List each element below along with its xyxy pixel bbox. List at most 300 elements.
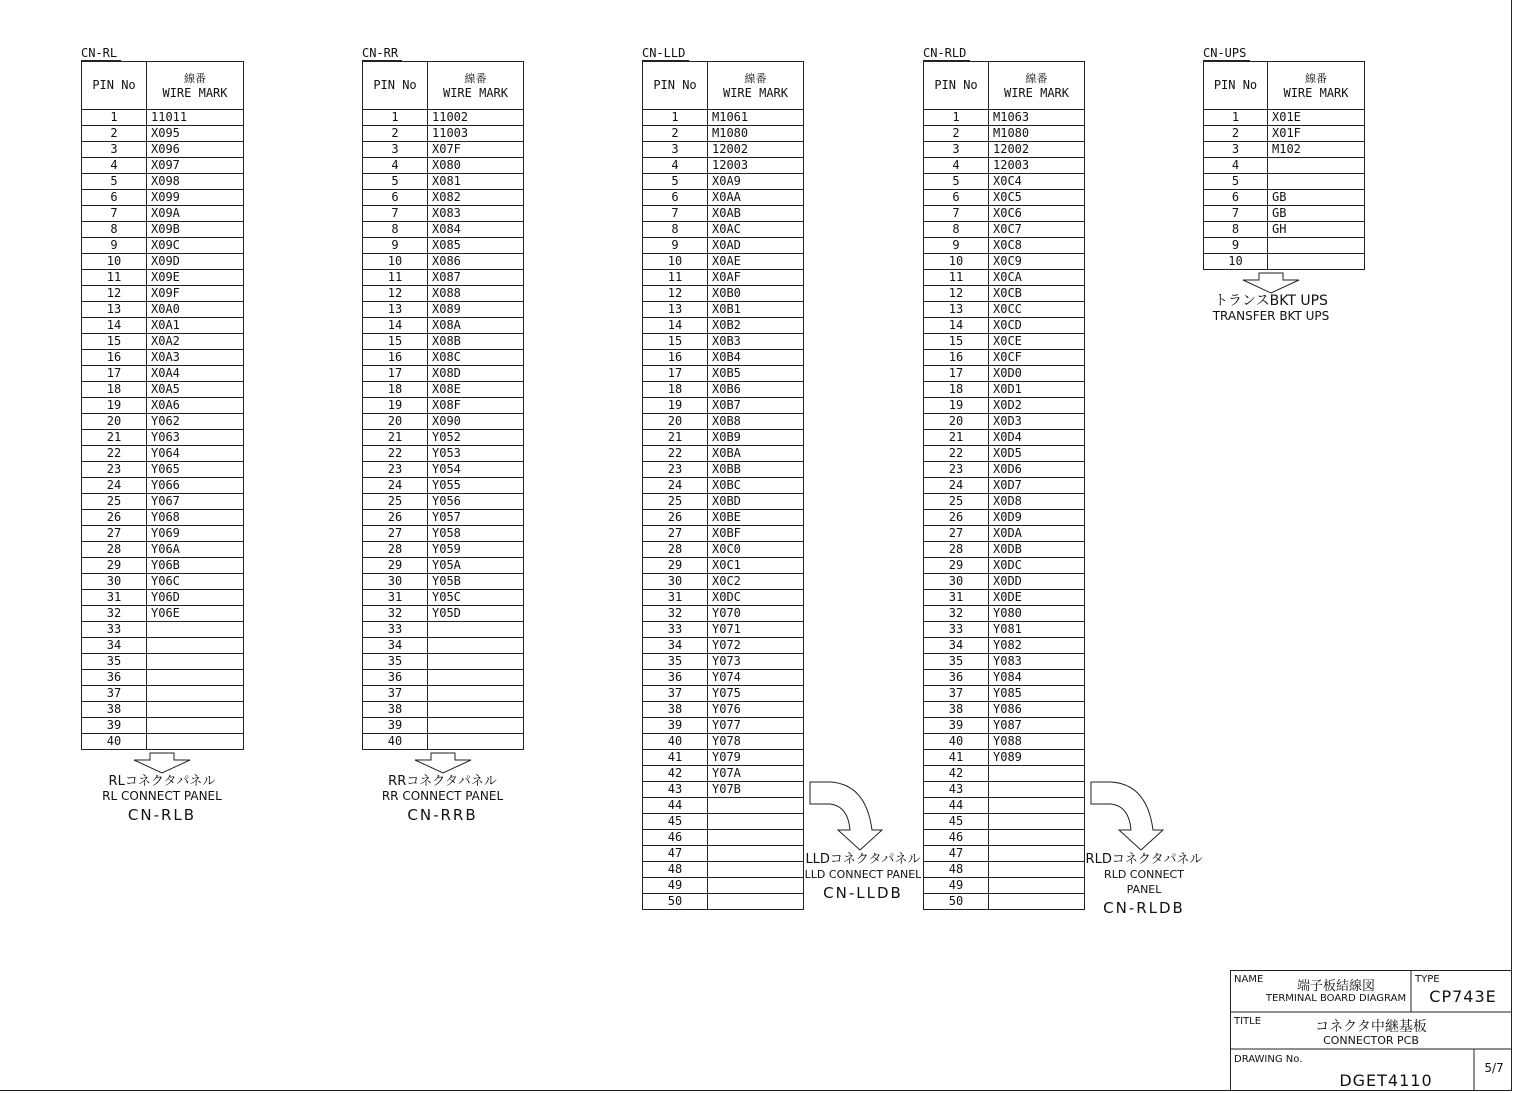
table-row [82,254,244,270]
table-row [924,894,1085,910]
pin-number: 28 [82,542,147,558]
pin-number: 22 [363,446,428,462]
pin-number: 4 [643,158,708,174]
table-row [363,270,524,286]
pin-number: 2 [363,126,428,142]
title-jp: コネクタ中継基板 [1315,1019,1427,1035]
pin-number: 33 [82,622,147,638]
table-row [82,494,244,510]
table-row [82,350,244,366]
table-row [924,782,1085,798]
table-row [643,830,804,846]
wire-mark: X0D6 [989,462,1085,478]
table-row [643,654,804,670]
table-row [363,718,524,734]
table-row [924,718,1085,734]
wire-mark: Y06D [147,590,244,606]
wire-mark: X0DD [989,574,1085,590]
wire-mark: X0AC [708,222,804,238]
table-row [924,158,1085,174]
wire-mark: Y052 [428,430,524,446]
pin-number: 3 [82,142,147,158]
wire-mark: X0AB [708,206,804,222]
table-row [82,318,244,334]
pin-number: 46 [643,830,708,846]
table-row [924,206,1085,222]
table-row [643,862,804,878]
wire-mark [428,718,524,734]
down-arrow-icon [130,752,194,774]
pin-number: 13 [363,302,428,318]
pin-number: 33 [363,622,428,638]
wire-mark: X08D [428,366,524,382]
wire-mark: X0B1 [708,302,804,318]
table-row [363,110,524,126]
table-row [363,494,524,510]
pin-number: 49 [924,878,989,894]
pin-number: 7 [1204,206,1268,222]
pin-number: 23 [82,462,147,478]
pin-number: 45 [924,814,989,830]
panel-lld [804,780,922,904]
table-row [82,622,244,638]
connector-label: CN-UPS [1203,46,1250,61]
pin-number: 24 [643,478,708,494]
table-row [82,110,244,126]
wire-mark: X0C1 [708,558,804,574]
pin-number: 46 [924,830,989,846]
table-row [82,302,244,318]
table-row [643,190,804,206]
wire-mark: X0CC [989,302,1085,318]
table-row [363,398,524,414]
wire-mark: X0D4 [989,430,1085,446]
wire-mark: X0A5 [147,382,244,398]
wire-mark: X0C5 [989,190,1085,206]
wire-mark: Y070 [708,606,804,622]
pin-number: 19 [82,398,147,414]
pin-table [642,61,804,910]
table-row [1204,110,1365,126]
wire-mark: Y087 [989,718,1085,734]
table-row [363,446,524,462]
table-row [82,734,244,750]
table-row [1204,174,1365,190]
table-row [643,350,804,366]
table-row [363,558,524,574]
pin-number: 16 [643,350,708,366]
table-row [82,222,244,238]
pin-number: 20 [924,414,989,430]
panel-label-en: RL CONNECT PANEL [102,789,222,803]
table-row [363,174,524,190]
header-pin-no: PIN No [1204,62,1268,110]
panel-connector: CN-LLDB [823,884,903,902]
table-row [643,558,804,574]
table-row [82,158,244,174]
pin-number: 13 [643,302,708,318]
table-row [363,302,524,318]
pin-number: 49 [643,878,708,894]
table-row [643,254,804,270]
table-row [82,142,244,158]
wire-mark: X0B9 [708,430,804,446]
wire-mark [428,638,524,654]
table-row [82,718,244,734]
panel-label-en: TRANSFER BKT UPS [1212,309,1330,323]
pin-number: 23 [643,462,708,478]
pin-number: 44 [643,798,708,814]
wire-mark [708,862,804,878]
wire-mark: X082 [428,190,524,206]
wire-mark: Y085 [989,686,1085,702]
pin-number: 8 [643,222,708,238]
table-row [643,222,804,238]
wire-mark: X084 [428,222,524,238]
wire-mark [147,702,244,718]
wire-mark: M1080 [989,126,1085,142]
pin-number: 1 [924,110,989,126]
wire-mark: X0DC [989,558,1085,574]
pin-number: 44 [924,798,989,814]
table-row [363,254,524,270]
wire-mark: X08B [428,334,524,350]
curved-arrow-icon [808,780,898,852]
panel-label-jp: RLDコネクタパネル [1085,852,1203,867]
table-row [82,686,244,702]
table-row [643,382,804,398]
pin-number: 35 [924,654,989,670]
wire-mark: X0A6 [147,398,244,414]
wire-mark: X0D9 [989,510,1085,526]
wire-mark [989,798,1085,814]
pin-number: 11 [924,270,989,286]
pin-number: 43 [643,782,708,798]
table-row [643,142,804,158]
wire-mark [147,670,244,686]
pin-number: 7 [643,206,708,222]
name-jp: 端子板結線図 [1296,979,1375,994]
pin-number: 8 [1204,222,1268,238]
wire-mark: Y06E [147,606,244,622]
pin-number: 40 [924,734,989,750]
wire-mark: GH [1268,222,1365,238]
wire-mark: X0CD [989,318,1085,334]
pin-number: 32 [82,606,147,622]
wire-mark: Y081 [989,622,1085,638]
table-row [363,238,524,254]
wire-mark: X095 [147,126,244,142]
type-label: TYPE [1415,974,1440,985]
table-row [924,462,1085,478]
panel-label-jp: LLDコネクタパネル [805,852,921,867]
wire-mark: 11011 [147,110,244,126]
table-row [643,158,804,174]
pin-number: 5 [1204,174,1268,190]
pin-number: 18 [82,382,147,398]
pin-number: 39 [82,718,147,734]
table-row [924,270,1085,286]
connector-cn-rl [81,42,244,750]
wire-mark: X0D1 [989,382,1085,398]
wire-mark: Y05C [428,590,524,606]
table-row [643,702,804,718]
table-row [363,462,524,478]
pin-number: 5 [924,174,989,190]
wire-mark: X0AA [708,190,804,206]
table-row [924,430,1085,446]
pin-number: 30 [643,574,708,590]
table-row [643,318,804,334]
wire-mark: 11003 [428,126,524,142]
pin-number: 25 [924,494,989,510]
pin-number: 3 [363,142,428,158]
header-wire-mark: 線番 WIRE MARK [1268,62,1365,110]
table-row [82,638,244,654]
curved-arrow-icon [1089,780,1179,852]
table-row [924,574,1085,590]
pin-number: 29 [924,558,989,574]
pin-number: 23 [924,462,989,478]
table-row [643,238,804,254]
pin-number: 47 [643,846,708,862]
wire-mark [147,622,244,638]
table-row [643,398,804,414]
wire-mark: X0A1 [147,318,244,334]
wire-mark: X0C0 [708,542,804,558]
table-row [924,366,1085,382]
pin-number: 10 [924,254,989,270]
wire-mark: X0A2 [147,334,244,350]
wire-mark: X0D5 [989,446,1085,462]
pin-number: 29 [643,558,708,574]
wire-mark: M1061 [708,110,804,126]
pin-number: 36 [82,670,147,686]
pin-number: 4 [82,158,147,174]
pin-number: 40 [363,734,428,750]
pin-number: 4 [1204,158,1268,174]
pin-number: 42 [924,766,989,782]
pin-number: 26 [363,510,428,526]
wire-mark: Y084 [989,670,1085,686]
wire-mark: X08E [428,382,524,398]
pin-number: 9 [643,238,708,254]
pin-number: 26 [924,510,989,526]
connector-cn-rld [923,42,1085,910]
pin-number: 29 [363,558,428,574]
wire-mark: Y059 [428,542,524,558]
wire-mark [989,846,1085,862]
pin-number: 26 [643,510,708,526]
pin-number: 7 [82,206,147,222]
table-row [643,334,804,350]
wire-mark: Y06C [147,574,244,590]
pin-number: 17 [363,366,428,382]
wire-mark: X0BB [708,462,804,478]
wire-mark [989,766,1085,782]
table-row [363,638,524,654]
table-row [924,334,1085,350]
table-row [643,670,804,686]
wire-mark: Y072 [708,638,804,654]
table-row [924,526,1085,542]
wire-mark [708,894,804,910]
wire-mark: X088 [428,286,524,302]
wire-mark: Y053 [428,446,524,462]
table-row [363,142,524,158]
wire-mark: Y054 [428,462,524,478]
wire-mark [989,878,1085,894]
pin-number: 32 [924,606,989,622]
table-row [82,574,244,590]
pin-number: 16 [924,350,989,366]
panel-connector: CN-RLDB [1103,899,1185,917]
pin-number: 43 [924,782,989,798]
pin-number: 14 [643,318,708,334]
pin-number: 32 [363,606,428,622]
wire-mark: X085 [428,238,524,254]
wire-mark [708,878,804,894]
table-row [1204,158,1365,174]
wire-mark: X0C2 [708,574,804,590]
pin-number: 37 [363,686,428,702]
pin-number: 21 [643,430,708,446]
wire-mark [147,654,244,670]
table-row [82,206,244,222]
table-row [643,494,804,510]
pin-number: 22 [643,446,708,462]
sheet-number: 5/7 [1484,1061,1504,1075]
wire-mark: Y077 [708,718,804,734]
panel-ups [1190,272,1352,324]
wire-mark: X0D0 [989,366,1085,382]
wire-mark: X0AE [708,254,804,270]
pin-number: 35 [363,654,428,670]
table-row [643,542,804,558]
table-row [643,814,804,830]
wire-mark: Y082 [989,638,1085,654]
pin-number: 21 [82,430,147,446]
pin-number: 18 [924,382,989,398]
header-pin-no: PIN No [82,62,147,110]
wire-mark: X0B8 [708,414,804,430]
wire-mark: Y062 [147,414,244,430]
table-row [82,510,244,526]
connector-label: CN-RL [81,46,121,61]
wire-mark: X089 [428,302,524,318]
table-row [643,270,804,286]
pin-number: 11 [82,270,147,286]
pin-number: 19 [363,398,428,414]
table-row [82,270,244,286]
pin-number: 4 [363,158,428,174]
pin-number: 18 [643,382,708,398]
wire-mark: X098 [147,174,244,190]
pin-number: 27 [643,526,708,542]
wire-mark: Y058 [428,526,524,542]
wire-mark [1268,174,1365,190]
table-row [363,366,524,382]
table-row [363,206,524,222]
pin-number: 22 [82,446,147,462]
table-row [363,126,524,142]
wire-mark: Y05A [428,558,524,574]
pin-number: 24 [82,478,147,494]
table-row [924,478,1085,494]
pin-number: 34 [82,638,147,654]
table-row [924,606,1085,622]
pin-number: 12 [643,286,708,302]
pin-number: 41 [924,750,989,766]
wire-mark: Y088 [989,734,1085,750]
table-row [924,830,1085,846]
header-wire-mark: 線番 WIRE MARK [147,62,244,110]
pin-number: 38 [363,702,428,718]
table-row [643,846,804,862]
table-row [82,478,244,494]
wire-mark: Y073 [708,654,804,670]
pin-number: 14 [82,318,147,334]
wire-mark: X08F [428,398,524,414]
pin-table [81,61,244,750]
wire-mark: X0A0 [147,302,244,318]
pin-number: 1 [643,110,708,126]
table-row [924,734,1085,750]
table-row [363,318,524,334]
table-row [1204,206,1365,222]
wire-mark: X09B [147,222,244,238]
pin-number: 33 [643,622,708,638]
wire-mark: Y074 [708,670,804,686]
pin-number: 22 [924,446,989,462]
pin-number: 2 [82,126,147,142]
table-row [82,238,244,254]
wire-mark: Y068 [147,510,244,526]
table-row [363,350,524,366]
wire-mark: X0AF [708,270,804,286]
table-row [924,510,1085,526]
title-en: CONNECTOR PCB [1323,1034,1419,1047]
pin-number: 9 [82,238,147,254]
drawing-value: DGET4110 [1339,1071,1433,1090]
pin-number: 13 [82,302,147,318]
wire-mark: X08C [428,350,524,366]
header-pin-no: PIN No [363,62,428,110]
pin-number: 48 [643,862,708,878]
pin-number: 5 [643,174,708,190]
pin-number: 39 [363,718,428,734]
pin-number: 2 [924,126,989,142]
table-row [643,686,804,702]
table-row [363,478,524,494]
connector-cn-ups [1203,42,1365,270]
wire-mark: X087 [428,270,524,286]
wire-mark: X09C [147,238,244,254]
wire-mark: Y06B [147,558,244,574]
pin-number: 8 [82,222,147,238]
table-row [82,462,244,478]
pin-number: 7 [924,206,989,222]
table-row [82,542,244,558]
wire-mark: X08A [428,318,524,334]
wire-mark [428,686,524,702]
wire-mark: GB [1268,206,1365,222]
pin-number: 10 [643,254,708,270]
pin-number: 24 [363,478,428,494]
pin-number: 28 [924,542,989,558]
table-row [924,702,1085,718]
wire-mark: Y067 [147,494,244,510]
